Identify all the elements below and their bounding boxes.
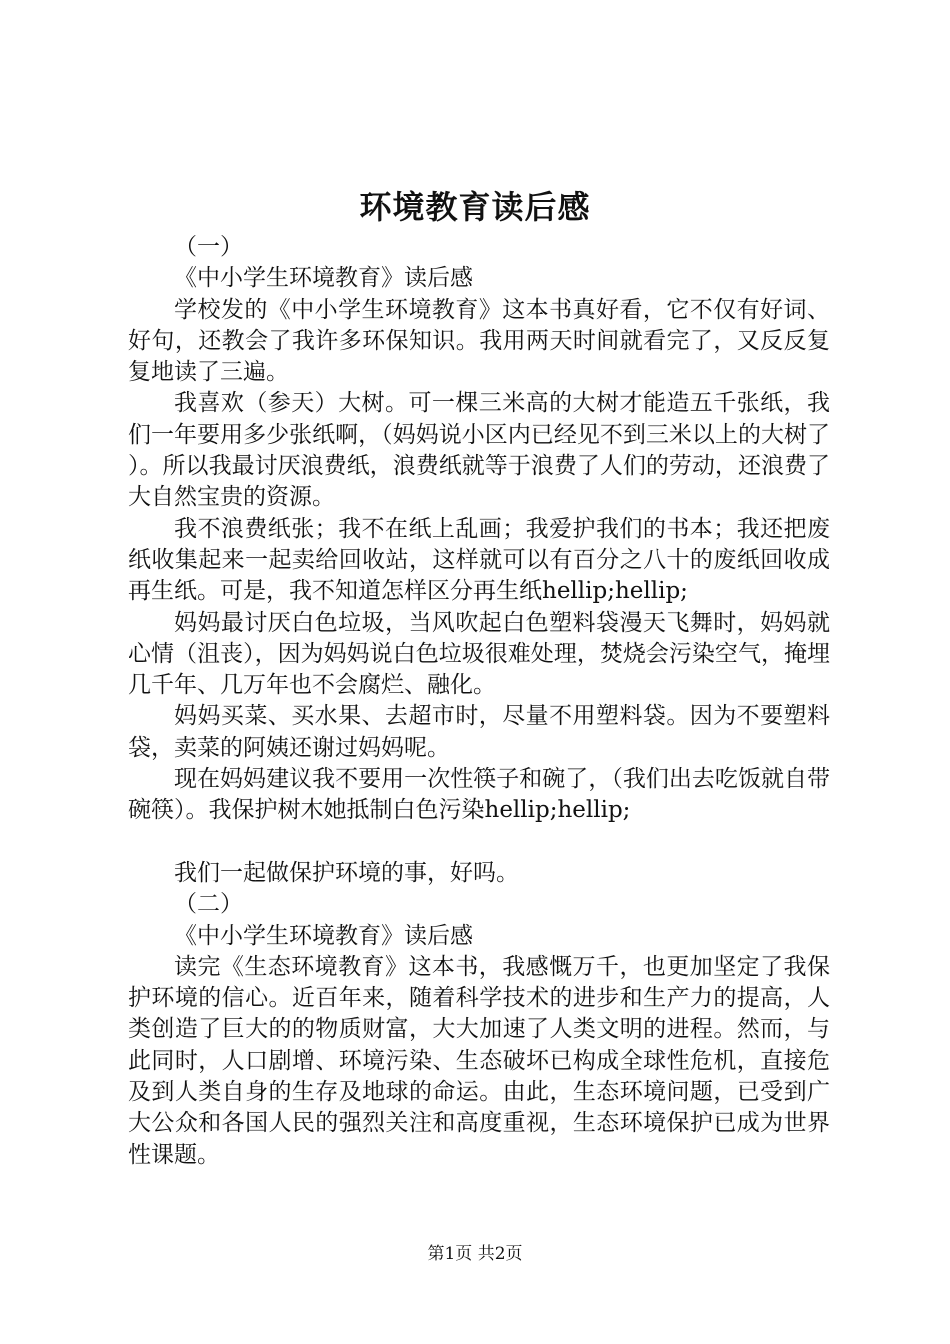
section-heading-1: （一） bbox=[174, 234, 243, 260]
section-heading-2: （二） bbox=[174, 891, 243, 918]
body-paragraph: 我不浪费纸张；我不在纸上乱画；我爱护我们的书本；我还把废纸收集起来一起卖给回收站，这样就可以有百分之八十的废纸回收成再生纸。可是，我不知道怎样区分再生纸hellip;hellip; bbox=[128, 515, 830, 605]
body-paragraph: 我们一起做保护环境的事，好吗。 bbox=[174, 859, 519, 886]
body-paragraph: 学校发的《中小学生环境教育》这本书真好看，它不仅有好词、好句，还教会了我许多环保知识。我用两天时间就看完了，又反反复复地读了三遍。 bbox=[128, 296, 830, 386]
body-paragraph: 妈妈最讨厌白色垃圾，当风吹起白色塑料袋漫天飞舞时，妈妈就心情（沮丧），因为妈妈说白色垃圾很难处理，焚烧会污染空气，掩埋几千年、几万年也不会腐烂、融化。 bbox=[128, 609, 830, 699]
document-body bbox=[128, 232, 830, 1171]
book-title-line: 《中小学生环境教育》读后感 bbox=[174, 265, 473, 292]
body-paragraph: 读完《生态环境教育》这本书，我感慨万千，也更加坚定了我保护环境的信心。近百年来，随着科学技术的进步和生产力的提高，人类创造了巨大的的物质财富，大大加速了人类文明的进程。然而，与此同时，人口剧增、环境污染、生态破坏已构成全球性危机，直接危及到人类自身的生存及地球的命运。由此，生态环境问题，已受到广大公众和各国人民的强烈关注和高度重视，生态环境保护已成为世界性课题。 bbox=[128, 953, 830, 1168]
body-paragraph: 我喜欢（参天）大树。可一棵三米高的大树才能造五千张纸，我们一年要用多少张纸啊，（妈妈说小区内已经见不到三米以上的大树了）。所以我最讨厌浪费纸，浪费纸就等于浪费了人们的劳动，还浪费了大自然宝贵的资源。 bbox=[128, 390, 830, 511]
body-paragraph: 妈妈买菜、买水果、去超市时，尽量不用塑料袋。因为不要塑料袋，卖菜的阿姨还谢过妈妈呢。 bbox=[128, 703, 830, 761]
book-title-line: 《中小学生环境教育》读后感 bbox=[174, 922, 473, 949]
document-title: 环境教育读后感 bbox=[359, 188, 591, 226]
page-footer: 第1页 共2页 bbox=[427, 1244, 523, 1264]
blank-line bbox=[128, 827, 830, 858]
body-paragraph: 现在妈妈建议我不要用一次性筷子和碗了，（我们出去吃饭就自带碗筷）。我保护树木她抵制白色污染hellip;hellip; bbox=[128, 766, 830, 824]
